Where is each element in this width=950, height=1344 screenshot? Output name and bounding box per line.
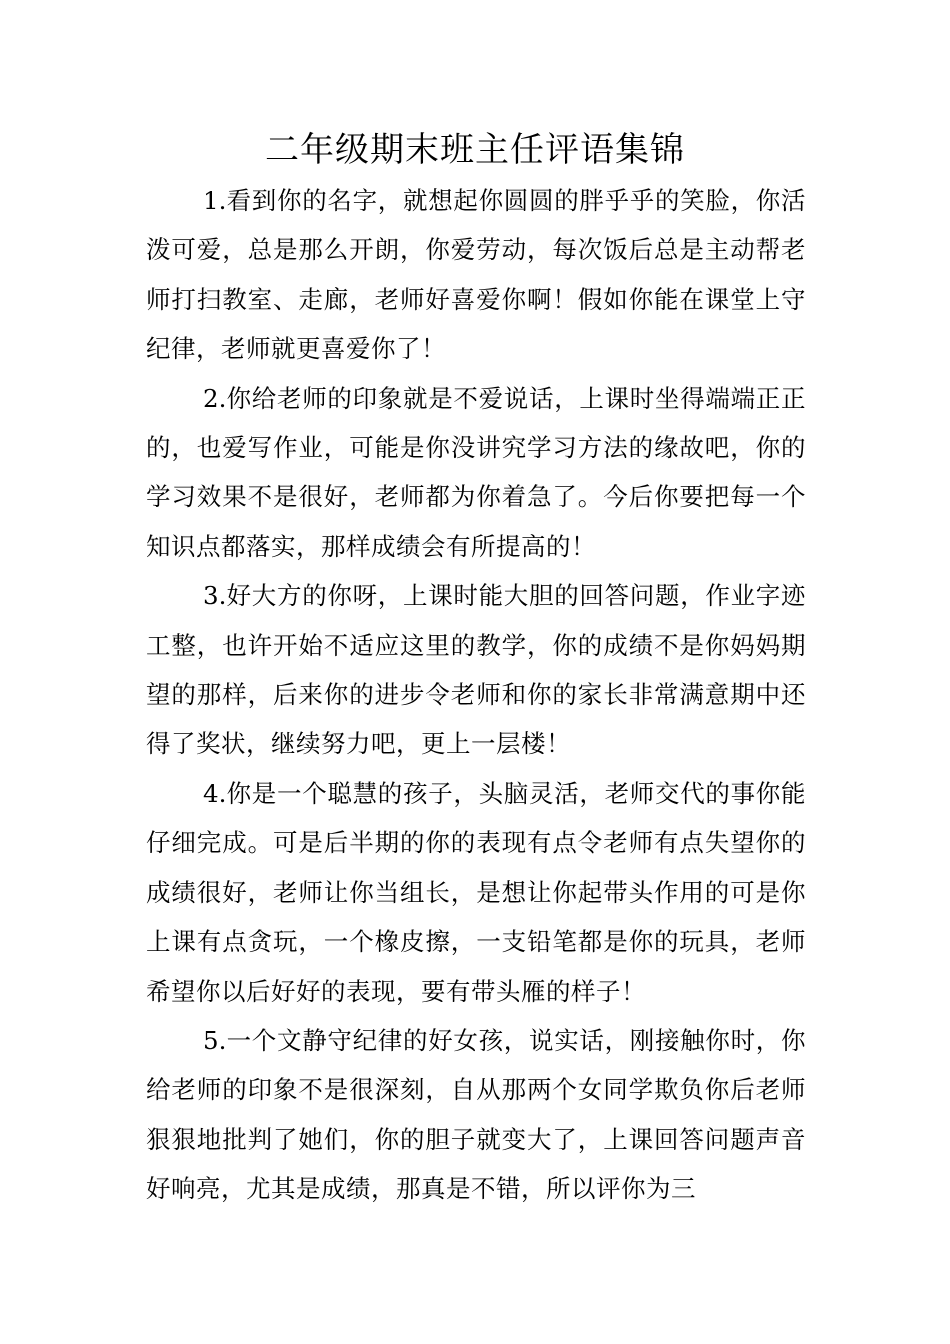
paragraph-number: 4. [203, 778, 227, 808]
comment-paragraph-4 [146, 769, 806, 1016]
paragraph-number: 2. [203, 383, 227, 413]
paragraph-text: 你是一个聪慧的孩子，头脑灵活，老师交代的事你能仔细完成。可是后半期的你的表现有点令老师有点失望你的成绩很好，老师让你当组长，是想让你起带头作用的可是你上课有点贪玩，一个橡皮擦，一支铅笔都是你的玩具，老师希望你以后好好的表现，要有带头雁的样子！ [146, 778, 806, 1006]
paragraph-number: 5. [203, 1025, 227, 1055]
comment-paragraph-2 [146, 374, 806, 572]
comment-paragraph-5 [146, 1016, 806, 1214]
paragraph-text: 好大方的你呀，上课时能大胆的回答问题，作业字迹工整，也许开始不适应这里的教学，你的成绩不是你妈妈期望的那样，后来你的进步令老师和你的家长非常满意期中还得了奖状，继续努力吧，更上一层楼！ [146, 581, 806, 759]
document-body [146, 176, 806, 1214]
paragraph-text: 看到你的名字，就想起你圆圆的胖乎乎的笑脸，你活泼可爱，总是那么开朗，你爱劳动，每次饭后总是主动帮老师打扫教室、走廊，老师好喜爱你啊！假如你能在课堂上守纪律，老师就更喜爱你了！ [146, 186, 806, 364]
paragraph-text: 你给老师的印象就是不爱说话，上课时坐得端端正正的，也爱写作业，可能是你没讲究学习方法的缘故吧，你的学习效果不是很好，老师都为你着急了。今后你要把每一个知识点都落实，那样成绩会有所提高的！ [146, 383, 806, 561]
paragraph-number: 1. [203, 186, 227, 215]
comment-paragraph-3 [146, 571, 806, 769]
comment-paragraph-1 [146, 176, 806, 374]
paragraph-number: 3. [203, 581, 227, 611]
document-title: 二年级期末班主任评语集锦 [265, 130, 685, 170]
paragraph-text: 一个文静守纪律的好女孩，说实话，刚接触你时，你给老师的印象不是很深刻，自从那两个女同学欺负你后老师狠狠地批判了她们，你的胆子就变大了，上课回答问题声音好响亮，尤其是成绩，那真是不错，所以评你为三 [146, 1025, 806, 1204]
